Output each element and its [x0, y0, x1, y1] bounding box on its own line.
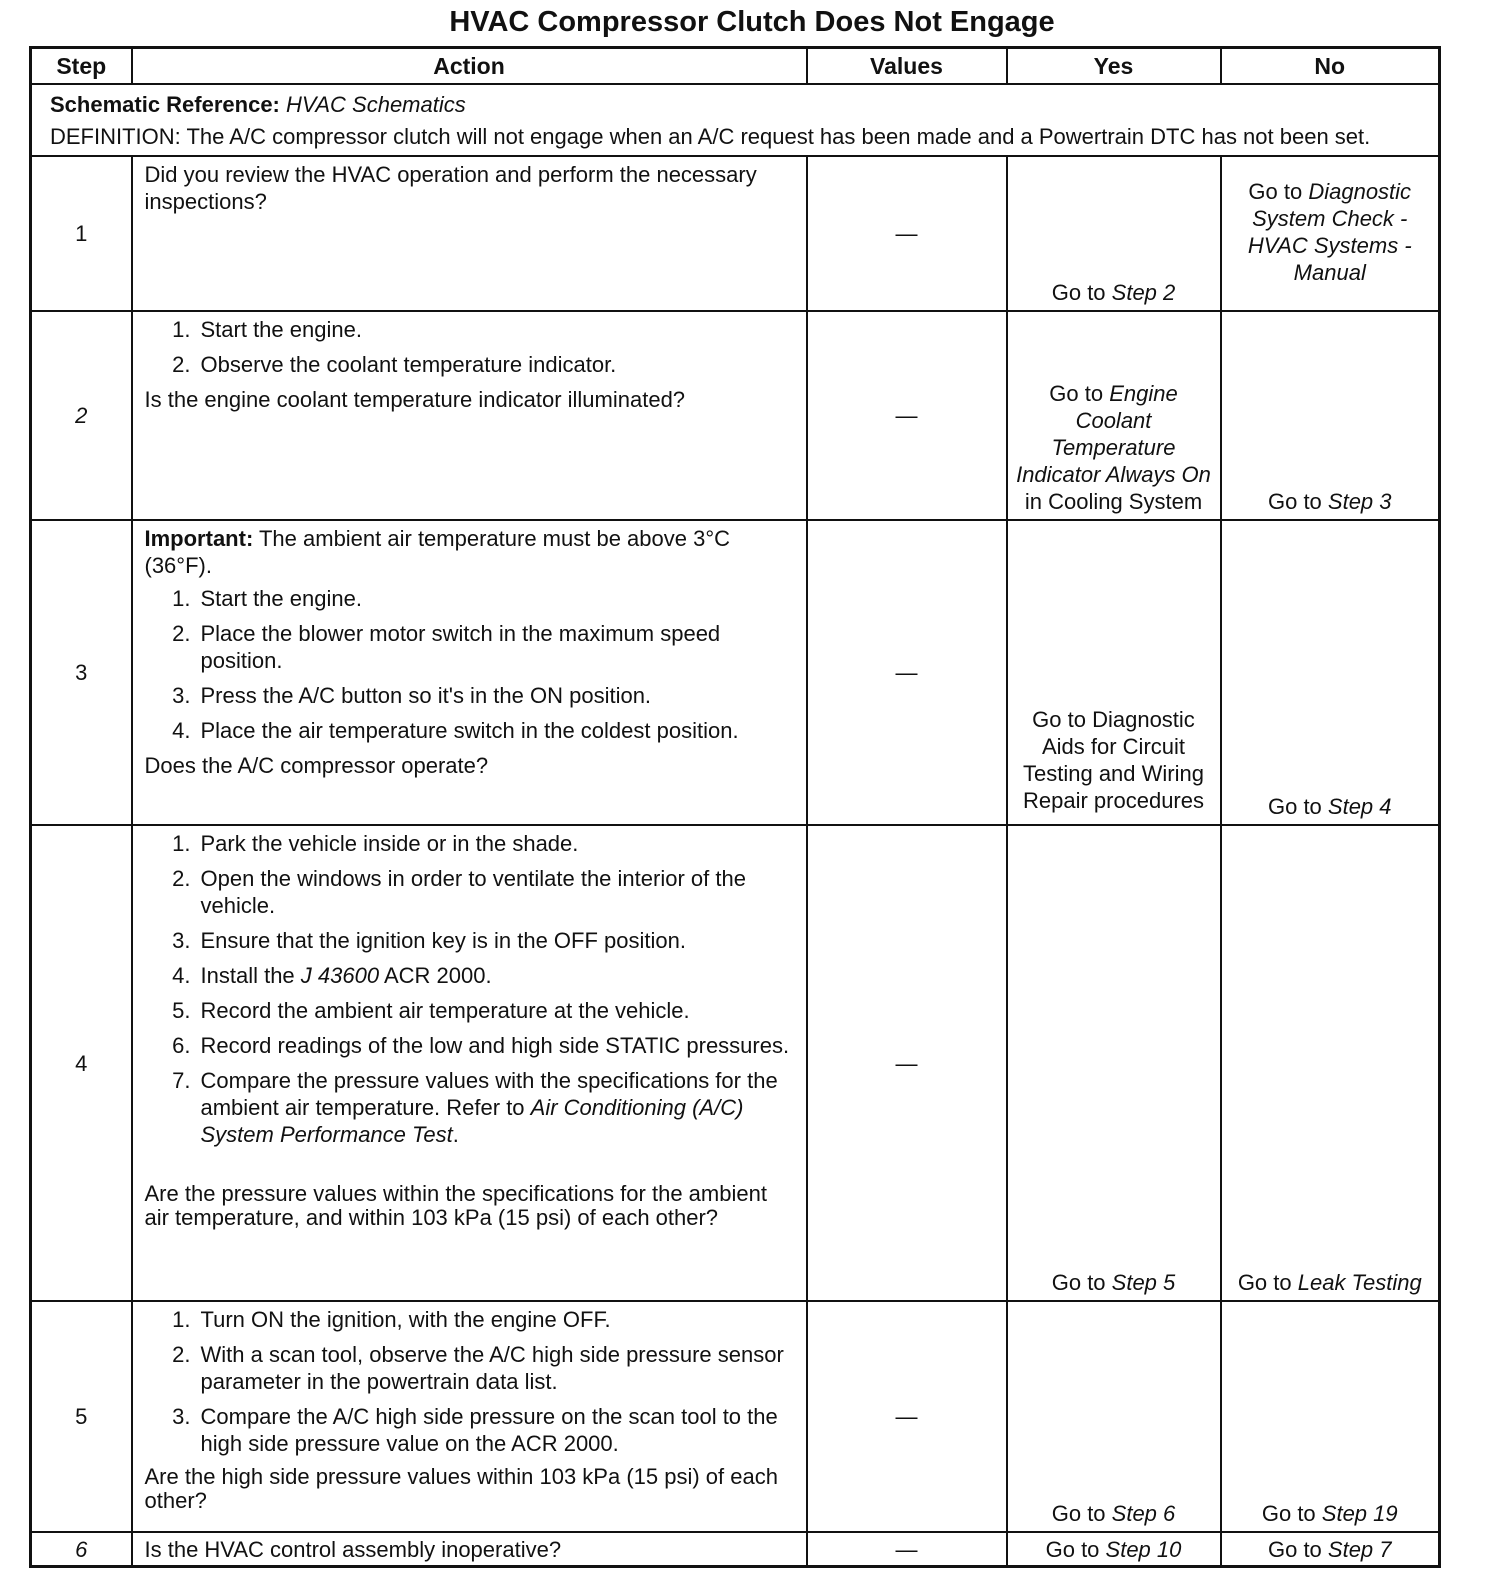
yes-link[interactable]: Step 6 [1111, 1501, 1176, 1526]
action-list [145, 830, 796, 1148]
header-row [31, 48, 1440, 85]
no-cell [1221, 825, 1440, 1301]
action-question: Are the pressure values within the specifications for the ambient air temperature, and within 103 kPa (15 psi) of each other? [144, 1181, 767, 1230]
no-link[interactable]: Diagnostic System Check - HVAC Systems - Manual [1247, 178, 1412, 285]
diagnostic-table [29, 46, 1441, 1568]
table-row [31, 1301, 1440, 1532]
step-number: 6 [31, 1532, 132, 1567]
table-row [31, 825, 1440, 1301]
action-list [145, 1306, 796, 1457]
header-step: Step [31, 48, 132, 85]
values-cell: — [807, 156, 1007, 311]
no-link[interactable]: Step 19 [1321, 1501, 1398, 1526]
yes-prefix: Go to [1051, 1270, 1112, 1295]
action-list [145, 585, 796, 744]
important-note [145, 525, 796, 579]
yes-prefix: Go to [1051, 280, 1112, 305]
step-number: 1 [31, 156, 132, 311]
page-title: HVAC Compressor Clutch Does Not Engage [449, 6, 1055, 38]
action-question: Does the A/C compressor operate? [144, 753, 489, 778]
list-item: 2. Place the blower motor switch in the maximum speed position. [172, 621, 721, 673]
list-item: 2. With a scan tool, observe the A/C high side pressure sensor parameter in the powertrain data list. [172, 1342, 784, 1394]
yes-link[interactable]: Engine Coolant Temperature Indicator Always On [1016, 381, 1211, 487]
step-number: 4 [31, 825, 132, 1301]
yes-link[interactable]: Step 2 [1111, 280, 1176, 305]
no-prefix: Go to [1261, 1501, 1322, 1526]
yes-prefix: Go to [1051, 1501, 1112, 1526]
no-prefix: Go to [1267, 489, 1328, 514]
no-link[interactable]: Step 3 [1327, 489, 1392, 514]
no-prefix: Go to [1248, 178, 1309, 204]
values-cell: — [807, 1532, 1007, 1567]
yes-link[interactable]: Step 10 [1105, 1536, 1182, 1562]
important-label: Important: [144, 526, 254, 551]
values-cell: — [807, 520, 1007, 825]
no-cell [1221, 156, 1440, 311]
list-item: 1. Turn ON the ignition, with the engine OFF. [172, 1307, 611, 1332]
table-row [31, 520, 1440, 825]
action-cell [132, 825, 807, 1301]
intro-row [31, 84, 1440, 156]
action-question: Are the high side pressure values within 103 kPa (15 psi) of each other? [144, 1464, 778, 1513]
table-row [31, 1532, 1440, 1567]
action-cell [132, 156, 807, 311]
no-cell [1221, 1301, 1440, 1532]
list-item: 2. Observe the coolant temperature indicator. [172, 352, 617, 377]
schematic-reference-cell [31, 84, 1440, 156]
important-text: The ambient air temperature must be above 3°C (36°F). [144, 526, 731, 578]
header-yes: Yes [1007, 48, 1221, 85]
yes-prefix: Go to [1045, 1536, 1106, 1562]
no-cell [1221, 1532, 1440, 1567]
no-prefix: Go to [1267, 794, 1328, 819]
action-cell [132, 520, 807, 825]
no-link[interactable]: Step 4 [1327, 794, 1392, 819]
action-question: Is the HVAC control assembly inoperative? [144, 1536, 562, 1562]
no-prefix: Go to [1267, 1536, 1328, 1562]
header-no: No [1221, 48, 1440, 85]
list-item: 1. Park the vehicle inside or in the shade. [172, 831, 579, 856]
list-item: 2. Open the windows in order to ventilate the interior of the vehicle. [172, 866, 746, 918]
yes-cell [1007, 156, 1221, 311]
values-cell: — [807, 1301, 1007, 1532]
list-item: 1. Start the engine. [172, 586, 362, 611]
table-row [31, 311, 1440, 520]
action-question: Is the engine coolant temperature indicator illuminated? [144, 387, 686, 412]
list-item: 6. Record readings of the low and high side STATIC pressures. [172, 1033, 790, 1058]
no-cell [1221, 520, 1440, 825]
list-item: 5. Record the ambient air temperature at the vehicle. [172, 998, 690, 1023]
header-values: Values [807, 48, 1007, 85]
action-cell [132, 1532, 807, 1567]
list-item: 4. Place the air temperature switch in the coldest position. [172, 718, 739, 743]
list-item: 3. Compare the A/C high side pressure on the scan tool to the high side pressure value on the ACR 2000. [172, 1404, 778, 1456]
definition-text: DEFINITION: The A/C compressor clutch will not engage when an A/C request has been made and a Powertrain DTC has not been set. [50, 124, 1371, 149]
header-action: Action [132, 48, 807, 85]
list-item: 3. Press the A/C button so it's in the ON position. [172, 683, 652, 708]
values-cell: — [807, 825, 1007, 1301]
yes-cell [1007, 1301, 1221, 1532]
list-item: 7. Compare the pressure values with the specifications for the ambient air temperature. Refer to Air Conditioning (A/C) System Performance Test. [172, 1068, 778, 1147]
performance-test-link[interactable]: Air Conditioning (A/C) System Performance Test [200, 1095, 744, 1147]
no-link[interactable]: Leak Testing [1297, 1270, 1422, 1295]
schematic-label: Schematic Reference: [50, 92, 280, 117]
list-item: 4. Install the J 43600 ACR 2000. [172, 963, 492, 988]
step-number: 2 [31, 311, 132, 520]
step-number: 5 [31, 1301, 132, 1532]
action-cell [132, 311, 807, 520]
action-list [145, 316, 796, 378]
tool-link[interactable]: J 43600 [300, 963, 380, 988]
action-question: Did you review the HVAC operation and perform the necessary inspections? [144, 162, 757, 214]
yes-prefix: Go to [1049, 381, 1110, 406]
yes-cell [1007, 825, 1221, 1301]
yes-link[interactable]: Step 5 [1111, 1270, 1176, 1295]
yes-suffix: in Cooling System [1024, 489, 1203, 514]
yes-cell: Go to Diagnostic Aids for Circuit Testing and Wiring Repair procedures [1007, 520, 1221, 825]
table-row [31, 156, 1440, 311]
no-link[interactable]: Step 7 [1327, 1536, 1392, 1562]
list-item: 1. Start the engine. [172, 317, 362, 342]
no-prefix: Go to [1237, 1270, 1298, 1295]
values-cell: — [807, 311, 1007, 520]
no-cell [1221, 311, 1440, 520]
yes-cell [1007, 1532, 1221, 1567]
yes-cell [1007, 311, 1221, 520]
list-item: 3. Ensure that the ignition key is in the OFF position. [172, 928, 686, 953]
step-number: 3 [31, 520, 132, 825]
schematic-link[interactable]: HVAC Schematics [286, 92, 466, 117]
action-cell [132, 1301, 807, 1532]
